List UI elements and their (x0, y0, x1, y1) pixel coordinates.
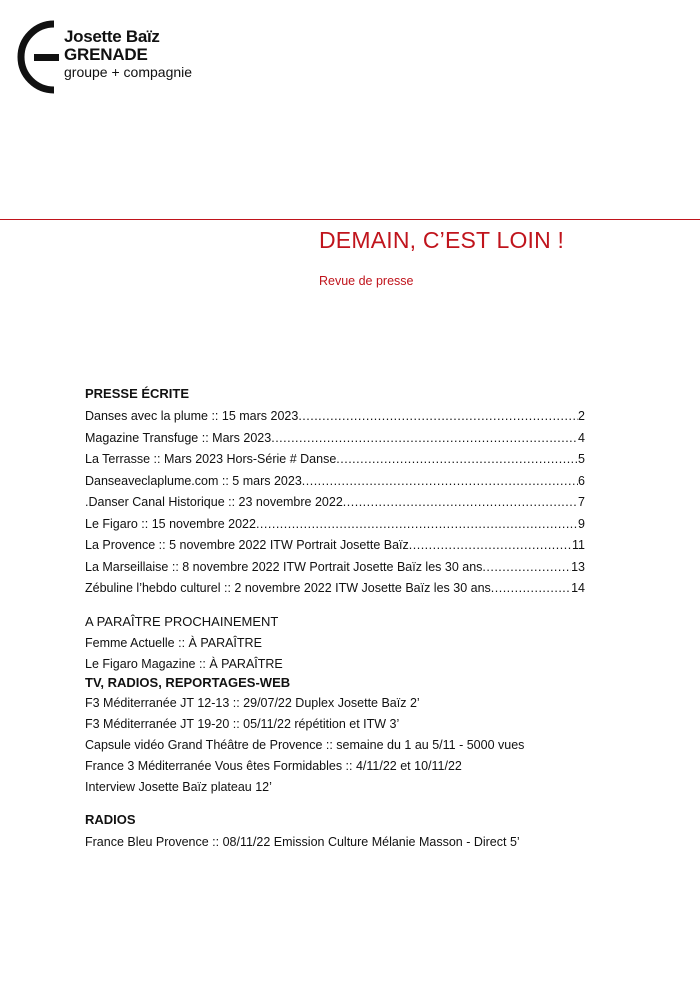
section-heading-presse-ecrite: PRESSE ÉCRITE (85, 386, 190, 401)
tv-item: F3 Méditerranée JT 19-20 :: 05/11/22 répétition et ITW 3’ (85, 716, 400, 731)
toc-entry-page-number: 2 (578, 409, 585, 423)
dot-leader (256, 514, 578, 536)
dot-leader (482, 557, 571, 579)
toc-entry[interactable] (85, 557, 585, 579)
tv-item: F3 Méditerranée JT 12-13 :: 29/07/22 Duplex Josette Baïz 2’ (85, 695, 420, 710)
radio-item: France Bleu Provence :: 08/11/22 Emission Culture Mélanie Masson - Direct 5’ (85, 834, 520, 849)
toc-entry-label: Magazine Transfuge :: Mars 2023 (85, 430, 272, 445)
toc-entry-page-number: 5 (578, 452, 585, 466)
document-subtitle: Revue de presse (319, 274, 414, 288)
toc-entry-page-number: 9 (578, 516, 585, 531)
toc-entry-page-number: 13 (571, 559, 585, 574)
document-title: DEMAIN, C’EST LOIN ! (319, 227, 565, 253)
toc-entry-page-number: 14 (571, 581, 585, 595)
toc-entry[interactable] (85, 492, 585, 514)
table-of-contents (85, 386, 585, 853)
toc-entry-page-number: 6 (578, 473, 585, 488)
toc-entry-label: La Terrasse :: Mars 2023 Hors-Série # Danse (85, 452, 337, 466)
dot-leader (302, 471, 578, 493)
presse-ecrite-list (85, 406, 585, 600)
company-logo (14, 14, 214, 102)
toc-entry[interactable] (85, 406, 585, 428)
header-rule (0, 219, 700, 220)
logo-tagline: groupe + compagnie (64, 64, 193, 80)
dot-leader (298, 406, 578, 428)
dot-leader (336, 449, 578, 471)
dot-leader (409, 535, 572, 557)
section-heading-radios: RADIOS (85, 811, 136, 827)
toc-entry[interactable] (85, 471, 585, 493)
stylized-g-logo-icon (14, 14, 64, 102)
a-paraitre-list (85, 633, 585, 675)
toc-entry[interactable] (85, 449, 585, 471)
toc-entry-label: La Marseillaise :: 8 novembre 2022 ITW Portrait Josette Baïz les 30 ans (85, 559, 483, 574)
tv-list (85, 693, 585, 798)
logo-name: Josette Baïz (64, 27, 160, 46)
dot-leader (343, 492, 578, 514)
toc-entry-label: Danses avec la plume :: 15 mars 2023 (85, 409, 299, 423)
toc-entry-label: Zébuline l’hebdo culturel :: 2 novembre 2022 ITW Josette Baïz les 30 ans (85, 581, 491, 595)
upcoming-item: Femme Actuelle :: À PARAÎTRE (85, 635, 262, 650)
section-heading-a-paraitre: A PARAÎTRE PROCHAINEMENT (85, 613, 279, 629)
tv-item: Capsule vidéo Grand Théâtre de Provence :: semaine du 1 au 5/11 - 5000 vues (85, 737, 525, 752)
toc-entry-page-number: 4 (578, 430, 585, 445)
tv-item: Interview Josette Baïz plateau 12’ (85, 779, 272, 794)
radios-list (85, 832, 585, 853)
toc-entry-page-number: 11 (572, 538, 585, 552)
dot-leader (271, 428, 578, 450)
toc-entry-label: .Danser Canal Historique :: 23 novembre 2022 (85, 495, 343, 509)
toc-entry[interactable] (85, 428, 585, 450)
toc-entry-label: Le Figaro :: 15 novembre 2022 (85, 516, 256, 531)
toc-entry-page-number: 7 (578, 495, 585, 509)
toc-entry[interactable] (85, 514, 585, 536)
toc-entry[interactable] (85, 578, 585, 600)
section-heading-tv: TV, RADIOS, REPORTAGES-WEB (85, 674, 291, 690)
toc-entry-label: Danseaveclaplume.com :: 5 mars 2023 (85, 473, 302, 488)
toc-entry[interactable] (85, 535, 585, 557)
upcoming-item: Le Figaro Magazine :: À PARAÎTRE (85, 656, 283, 671)
toc-entry-label: La Provence :: 5 novembre 2022 ITW Portrait Josette Baïz (85, 538, 409, 552)
tv-item: France 3 Méditerranée Vous êtes Formidables :: 4/11/22 et 10/11/22 (85, 758, 462, 773)
dot-leader (491, 578, 571, 600)
logo-city: GRENADE (64, 45, 148, 64)
logo-text (64, 28, 192, 79)
